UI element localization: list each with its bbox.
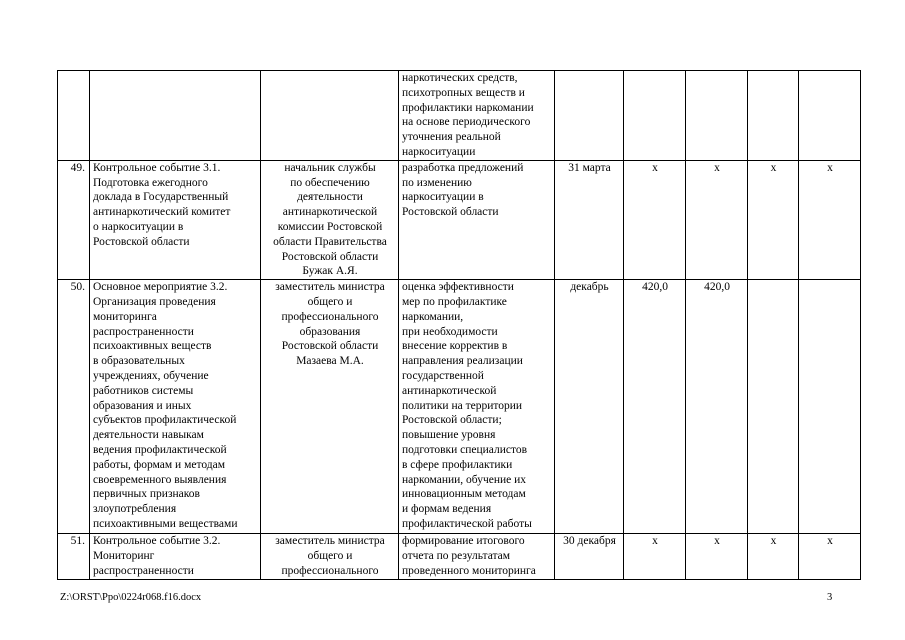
value-cell: 420,0 [624, 280, 686, 534]
table-row [58, 71, 861, 161]
value-cell: х [799, 160, 861, 279]
event-cell [90, 71, 261, 161]
date-cell: 31 марта [555, 160, 624, 279]
value-cell [799, 280, 861, 534]
value-cell [686, 71, 748, 161]
table-row [58, 534, 861, 580]
responsible-cell: начальник службы по обеспечению деятельности антинаркотической комиссии Ростовской области Правительства Ростовской области Бужак А.Я. [261, 160, 399, 279]
event-cell: Контрольное событие 3.1. Подготовка ежегодного доклада в Государственный антинаркотический комитет о наркоситуации в Ростовской области [90, 160, 261, 279]
value-cell: 420,0 [686, 280, 748, 534]
value-cell [748, 280, 799, 534]
value-cell: х [748, 534, 799, 580]
footer-file-path: Z:\ORST\Ppo\0224r068.f16.docx [60, 592, 202, 603]
value-cell: х [686, 534, 748, 580]
value-cell [624, 71, 686, 161]
event-cell: Основное мероприятие 3.2. Организация проведения мониторинга распространенности психоактивных веществ в образовательных учреждениях, обучение работников системы образования и иных субъектов профилактической деятельности навыкам ведения профилактической работы, формам и методам своевременного выявления первичных признаков злоупотребления психоактивными веществами [90, 280, 261, 534]
row-number: 51. [58, 534, 90, 580]
measures-table [57, 70, 861, 580]
result-cell: формирование итогового отчета по результатам проведенного мониторинга [399, 534, 555, 580]
value-cell: х [799, 534, 861, 580]
event-cell: Контрольное событие 3.2. Мониторинг распространенности [90, 534, 261, 580]
value-cell: х [748, 160, 799, 279]
value-cell: х [624, 160, 686, 279]
row-number [58, 71, 90, 161]
row-number: 50. [58, 280, 90, 534]
row-number: 49. [58, 160, 90, 279]
value-cell: х [624, 534, 686, 580]
result-cell: оценка эффективности мер по профилактике наркомании, при необходимости внесение корректив в направления реализации государственной антинаркотической политики на территории Ростовской области; повышение уровня подготовки специалистов в сфере профилактики наркомании, обучение их инновационным методам и формам ведения профилактической работы [399, 280, 555, 534]
value-cell [799, 71, 861, 161]
page-number: 3 [827, 592, 833, 603]
value-cell: х [686, 160, 748, 279]
date-cell: 30 декабря [555, 534, 624, 580]
responsible-cell: заместитель министра общего и профессионального [261, 534, 399, 580]
result-cell: разработка предложений по изменению наркоситуации в Ростовской области [399, 160, 555, 279]
result-cell: наркотических средств, психотропных веществ и профилактики наркомании на основе периодического уточнения реальной наркоситуации [399, 71, 555, 161]
date-cell: декабрь [555, 280, 624, 534]
table-row [58, 160, 861, 279]
responsible-cell [261, 71, 399, 161]
value-cell [748, 71, 799, 161]
responsible-cell: заместитель министра общего и профессионального образования Ростовской области Мазаева М.А. [261, 280, 399, 534]
table-row [58, 280, 861, 534]
date-cell [555, 71, 624, 161]
